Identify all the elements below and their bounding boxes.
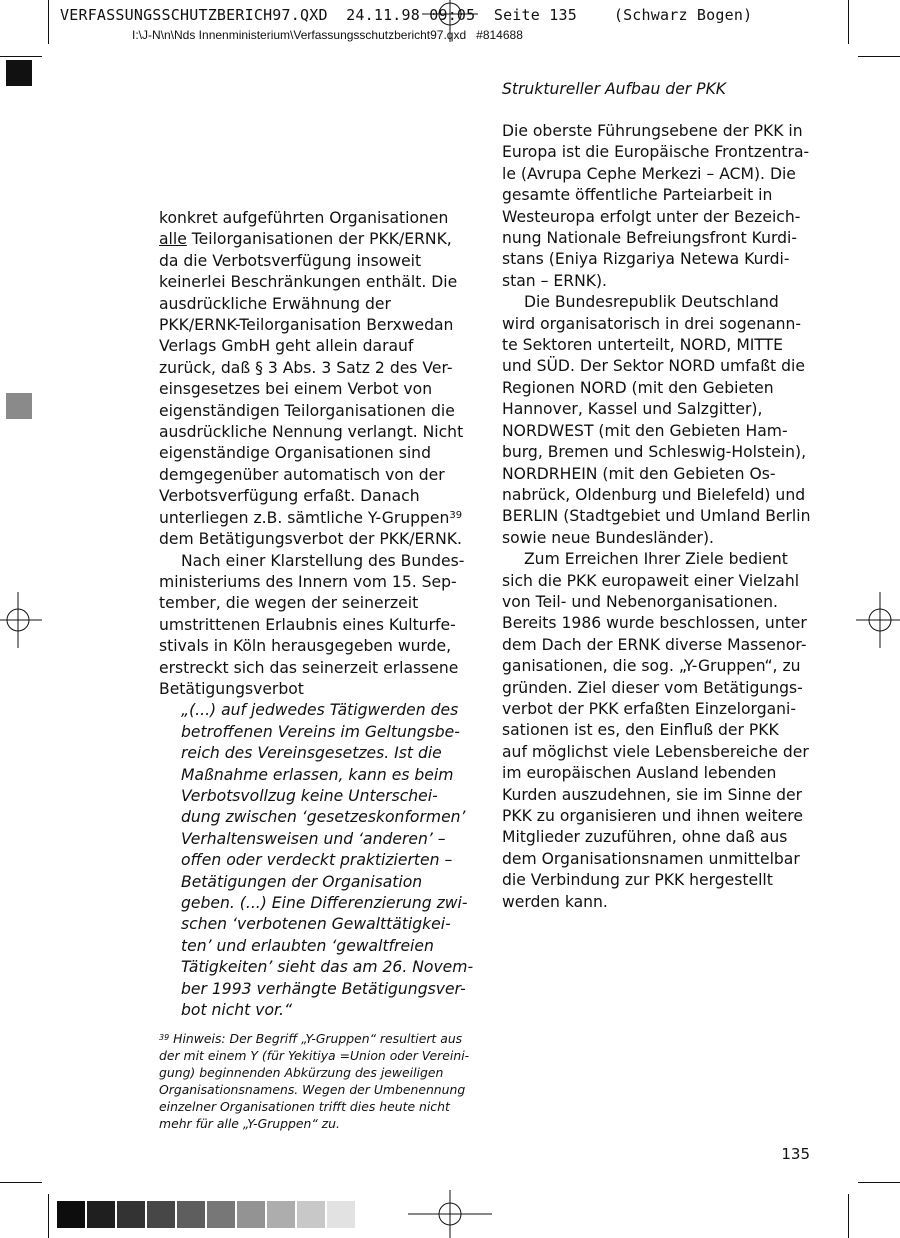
footnote-line: einzelner Organisationen trifft dies heute nicht xyxy=(159,1099,450,1114)
text-line: tember, die wegen der seinerzeit xyxy=(159,594,419,613)
quote-line: Verhaltensweisen und ‘anderen’ – xyxy=(181,829,446,848)
text-line: Hannover, Kassel und Salzgitter), xyxy=(502,400,763,419)
text-line: BERLIN (Stadtgebiet und Umland Berlin xyxy=(502,507,811,526)
paragraph xyxy=(502,292,812,549)
footnote-line: gung) beginnenden Abkürzung des jeweiligen xyxy=(159,1065,444,1080)
page-number: 135 xyxy=(781,1145,810,1163)
text-line: le (Avrupa Cephe Merkezi – ACM). Die xyxy=(502,164,796,183)
text-line: ausdrückliche Erwähnung der xyxy=(159,294,391,313)
color-swatch xyxy=(207,1201,235,1228)
text-line: auf möglichst viele Lebensbereiche der xyxy=(502,742,809,761)
text-line: zurück, daß § 3 Abs. 3 Satz 2 des Ver- xyxy=(159,358,453,377)
footnote-line: Organisationsnamens. Wegen der Umbenennung xyxy=(159,1082,466,1097)
color-swatch xyxy=(87,1201,115,1228)
text-line: ministeriums des Innern vom 15. Sep- xyxy=(159,572,457,591)
text-line: alle Teilorganisationen der PKK/ERNK, xyxy=(159,230,452,249)
text-line: erstreckt sich das seinerzeit erlassene xyxy=(159,658,459,677)
left-column xyxy=(159,208,474,1021)
crop-mark xyxy=(0,56,42,57)
text-line: die Verbindung zur PKK hergestellt xyxy=(502,871,773,890)
text-line: NORDRHEIN (mit den Gebieten Os- xyxy=(502,464,776,483)
gray-marker-square xyxy=(6,393,32,419)
text-line: gründen. Ziel dieser vom Betätigungs- xyxy=(502,678,803,697)
footnote-line: $^{39}$ Hinweis: Der Begriff „Y-Gruppen“ resultiert aus xyxy=(159,1031,463,1046)
registration-mark-icon xyxy=(408,1190,492,1238)
crop-mark xyxy=(848,0,849,44)
color-swatch xyxy=(177,1201,205,1228)
paragraph xyxy=(502,121,812,292)
text-line: werden kann. xyxy=(502,892,608,911)
black-marker-square xyxy=(6,60,32,86)
text-line: burg, Bremen und Schleswig-Holstein), xyxy=(502,443,807,462)
quote-line: geben. (...) Eine Differenzierung zwi- xyxy=(181,894,468,912)
text-line: te Sektoren unterteilt, NORD, MITTE xyxy=(502,336,784,355)
quote-line: Verbotsvollzug keine Unterschei- xyxy=(181,786,438,805)
text-line: nabrück, Oldenburg und Bielefeld) und xyxy=(502,485,806,504)
crop-mark xyxy=(858,1182,900,1183)
quote-line: ten’ und erlaubten ‘gewaltfreien xyxy=(181,936,434,955)
paragraph xyxy=(502,549,812,913)
crop-mark xyxy=(48,0,49,44)
color-swatch xyxy=(147,1201,175,1228)
paragraph-continued xyxy=(159,572,471,700)
text-line: stivals in Köln herausgegeben wurde, xyxy=(159,637,452,656)
print-slug: VERFASSUNGSSCHUTZBERICH97.QXD 24.11.98 09:05 Seite 135 (Schwarz Bogen) xyxy=(60,6,753,24)
text-line: Betätigungsverbot xyxy=(159,679,304,698)
text-line: ganisationen, die sog. „Y-Gruppen“, zu xyxy=(502,657,801,676)
paragraph xyxy=(159,208,471,551)
text-line: im europäischen Ausland lebenden xyxy=(502,764,777,783)
quote-line: ber 1993 verhängte Betätigungsver- xyxy=(181,979,466,998)
text-line: dem Organisationsnamen unmittelbar xyxy=(502,849,800,868)
crop-mark xyxy=(848,1194,849,1238)
crop-mark xyxy=(858,56,900,57)
crop-mark xyxy=(0,1182,42,1183)
text-line: sowie neue Bundesländer). xyxy=(502,528,715,547)
text-line: eigenständige Organisationen sind xyxy=(159,444,431,463)
quote-line: Tätigkeiten’ sieht das am 26. Novem- xyxy=(181,958,474,977)
text-line: PKK zu organisieren und ihnen weitere xyxy=(502,807,803,825)
text-line: einsgesetzes bei einem Verbot von xyxy=(159,380,433,399)
color-swatch xyxy=(237,1201,265,1228)
file-path: I:\J-N\n\Nds Innenministerium\Verfassungsschutzbericht97.qxd #814688 xyxy=(132,28,523,42)
text-line: Verbotsverfügung erfaßt. Danach xyxy=(159,487,420,506)
color-swatch xyxy=(57,1201,85,1228)
text-line: NORDWEST (mit den Gebieten Ham- xyxy=(502,421,788,440)
registration-mark-icon xyxy=(856,588,900,652)
text-line: Zum Erreichen Ihrer Ziele bedient xyxy=(524,550,788,569)
text-line: Nach einer Klarstellung des Bundes- xyxy=(181,551,465,570)
text-line: ausdrückliche Nennung verlangt. Nicht xyxy=(159,423,464,442)
quote-line: offen oder verdeckt praktizierten – xyxy=(181,851,453,870)
text-line: dem Betätigungsverbot der PKK/ERNK. xyxy=(159,530,462,549)
text-line: gesamte öffentliche Parteiarbeit in xyxy=(502,186,773,205)
quote-line: Maßnahme erlassen, kann es beim xyxy=(181,765,454,784)
text-line: Bereits 1986 wurde beschlossen, unter xyxy=(502,614,807,633)
text-line: eigenständigen Teilorganisationen die xyxy=(159,401,455,420)
text-line: Die oberste Führungsebene der PKK in xyxy=(502,122,803,140)
color-swatch xyxy=(267,1201,295,1228)
quote-line: reich des Vereinsgesetzes. Ist die xyxy=(181,744,442,763)
color-swatch xyxy=(327,1201,355,1228)
paragraph xyxy=(159,551,471,572)
text-line: Kurden auszudehnen, sie im Sinne der xyxy=(502,785,803,804)
text-line: PKK/ERNK-Teilorganisation Berxwedan xyxy=(159,316,454,335)
footnote-reference: 39 xyxy=(449,509,463,521)
text-line: stans (Eniya Rizgariya Netewa Kurdi- xyxy=(502,250,790,269)
text-line: Westeuropa erfolgt unter der Bezeich- xyxy=(502,207,801,226)
crop-mark xyxy=(48,1194,49,1238)
text-line: demgegenüber automatisch von der xyxy=(159,465,445,484)
text-line: stan – ERNK). xyxy=(502,271,608,290)
text-line: sationen ist es, den Einfluß der PKK xyxy=(502,721,779,740)
text-line: Verlags GmbH geht allein darauf xyxy=(159,337,414,356)
quote-line: betroffenen Vereins im Geltungsbe- xyxy=(181,722,460,741)
text-line: verbot der PKK erfaßten Einzelorgani- xyxy=(502,699,796,718)
text-line: dem Dach der ERNK diverse Massenor- xyxy=(502,635,807,654)
text-line: da die Verbotsverfügung insoweit xyxy=(159,251,422,270)
text-line: und SÜD. Der Sektor NORD umfaßt die xyxy=(502,357,805,376)
block-quote xyxy=(159,700,474,1021)
text-line: wird organisatorisch in drei sogenann- xyxy=(502,314,802,333)
right-column xyxy=(502,121,812,913)
footnote-line: der mit einem Y (für Yekitiya =Union oder Vereini- xyxy=(159,1048,470,1063)
footnote-number: 39 xyxy=(159,1033,170,1042)
quote-line: „(...) auf jedwedes Tätigwerden des xyxy=(181,701,459,720)
text-line: Regionen NORD (mit den Gebieten xyxy=(502,378,774,397)
color-swatch xyxy=(117,1201,145,1228)
text-line: nung Nationale Befreiungsfront Kurdi- xyxy=(502,229,797,248)
footnote xyxy=(159,1030,479,1132)
text-line: konkret aufgeführten Organisationen xyxy=(159,209,449,227)
text-line: umstrittenen Erlaubnis eines Kulturfe- xyxy=(159,615,456,634)
underlined-word: alle xyxy=(159,230,187,249)
color-swatch xyxy=(297,1201,325,1228)
text-line: Mitglieder zuzuführen, ohne daß aus xyxy=(502,828,788,847)
quote-line: bot nicht vor.“ xyxy=(181,1001,293,1020)
text-line: von Teil- und Nebenorganisationen. xyxy=(502,592,778,611)
text-line: sich die PKK europaweit einer Vielzahl xyxy=(502,571,800,590)
text-line: Europa ist die Europäische Frontzentra- xyxy=(502,143,810,162)
text-line: keinerlei Beschränkungen enthält. Die xyxy=(159,273,458,292)
section-heading: Struktureller Aufbau der PKK xyxy=(502,80,727,98)
text-line: unterliegen z.B. sämtliche Y-Gruppen$^{39}$ xyxy=(159,508,463,527)
quote-line: Betätigungen der Organisation xyxy=(181,872,423,891)
color-calibration-bar xyxy=(57,1201,357,1228)
quote-line: dung zwischen ‘gesetzeskonformen’ xyxy=(181,808,466,827)
quote-line: schen ‘verbotenen Gewalttätigkei- xyxy=(181,915,451,934)
text-line: Die Bundesrepublik Deutschland xyxy=(524,293,779,312)
registration-mark-icon xyxy=(0,588,42,652)
footnote-line: mehr für alle „Y-Gruppen“ zu. xyxy=(159,1116,340,1131)
